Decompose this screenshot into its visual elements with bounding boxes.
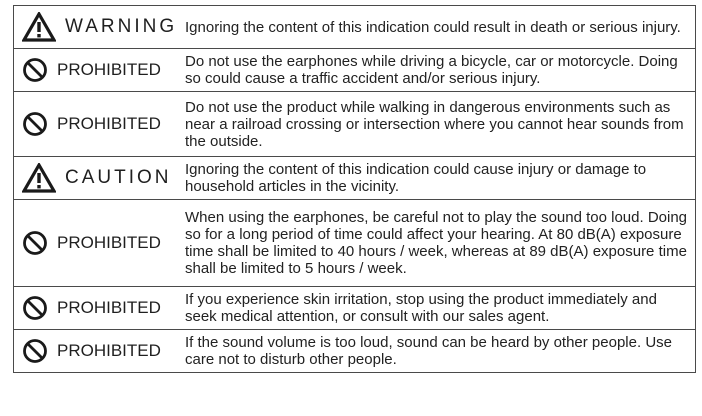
prohibited-circle-icon (22, 338, 48, 364)
warning-label-cell (14, 6, 179, 48)
safety-notice-table (13, 5, 696, 373)
prohibited-row (13, 92, 696, 157)
prohibited-label-cell (14, 200, 179, 286)
warning-text: Ignoring the content of this indication could result in death or serious injury. (185, 18, 681, 36)
prohibited-text: If you experience skin irritation, stop using the product immediately and seek medical attention, or consult with our sales agent. (185, 291, 657, 325)
prohibited-label: PROHIBITED (57, 114, 161, 133)
prohibited-label-cell (14, 287, 179, 329)
prohibited-label-cell (14, 92, 179, 156)
prohibited-text: Do not use the product while walking in dangerous environments such as near a railroad crossing or intersection where you cannot hear sounds from the outside. (185, 98, 684, 150)
prohibited-text: When using the earphones, be careful not to play the sound too loud. Doing so for a long period of time could affect your hearing. At 80 dB(A) exposure time shall be limited to 40 hours / week, whereas at 89 dB(A) exposure time shall be limited to 5 hours / week. (185, 209, 688, 277)
caution-label-cell (14, 157, 179, 199)
prohibited-text: Do not use the earphones while driving a bicycle, car or motorcycle. Doing so could cause a traffic accident and/or serious injury. (185, 53, 678, 87)
warning-triangle-icon (22, 12, 56, 42)
prohibited-label-cell (14, 330, 179, 372)
prohibited-circle-icon (22, 295, 48, 321)
caution-text: Ignoring the content of this indication could cause injury or damage to household articles in the vicinity. (185, 161, 647, 195)
warning-label: WARNING (65, 16, 178, 37)
prohibited-row (13, 200, 696, 287)
prohibited-label: PROHIBITED (57, 60, 161, 79)
warning-row (13, 6, 696, 49)
prohibited-label: PROHIBITED (57, 233, 161, 252)
prohibited-label: PROHIBITED (57, 298, 161, 317)
prohibited-label: PROHIBITED (57, 341, 161, 360)
prohibited-row (13, 49, 696, 92)
prohibited-circle-icon (22, 57, 48, 83)
caution-triangle-icon (22, 163, 56, 193)
caution-label: CAUTION (65, 167, 172, 188)
prohibited-circle-icon (22, 111, 48, 137)
prohibited-circle-icon (22, 230, 48, 256)
prohibited-label-cell (14, 49, 179, 91)
caution-row (13, 157, 696, 200)
prohibited-text: If the sound volume is too loud, sound can be heard by other people. Use care not to disturb other people. (185, 334, 672, 368)
prohibited-row (13, 330, 696, 373)
prohibited-row (13, 287, 696, 330)
